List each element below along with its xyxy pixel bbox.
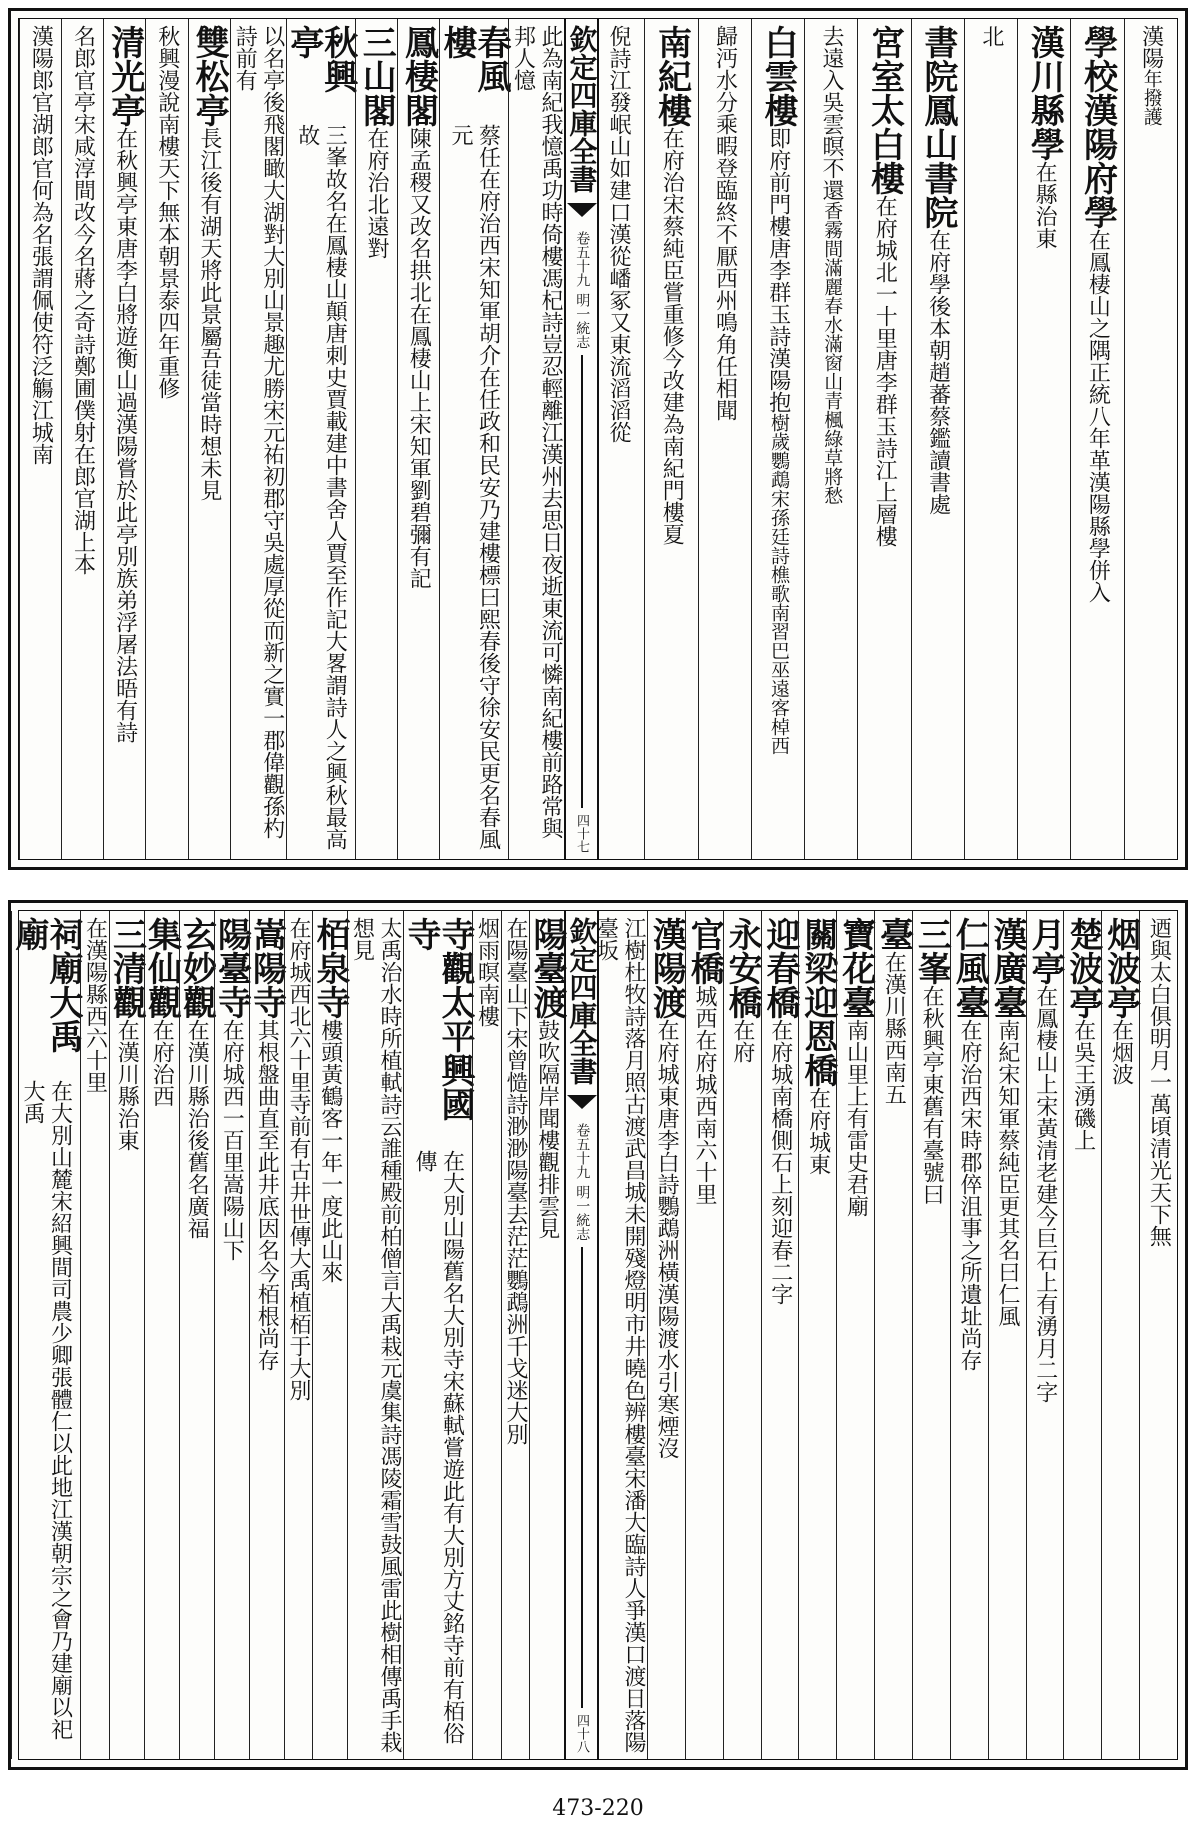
text-column [698,19,751,859]
column-text: 在漢陽縣西六十里 [82,917,108,1093]
entry-heading: 烟波亭 [1100,917,1141,1019]
bottom-book-name: 明一統志 [574,1185,591,1241]
text-column [246,911,287,1759]
entry-heading: 臺 [873,917,914,951]
text-column [964,19,1017,859]
entry-heading: 祠廟大禹廟 [9,917,83,1053]
entry-heading: 栢泉寺 [310,917,350,1019]
column-text: 太禹治水時所植軾詩云誰種殿前柏僧言大禹栽元虞集詩馮陵霜雪鼓風雷此樹相傳禹手栽想見 [349,917,402,1753]
column-text: 在府治西 [149,1019,175,1107]
bottom-right-text-block [592,911,1177,1759]
text-column [188,19,230,859]
column-text: 倪詩江發岷山如建口漢從嶓冢又東流滔滔從 [605,25,631,443]
column-text: 以名亭後飛閣瞰大湖對大別山景趣尤勝宋元祐初郡守吳處厚從而新之實一郡偉觀孫杓詩前有 [232,25,285,839]
entry-heading: 楚波亭 [1062,917,1103,1019]
top-gutter-line [581,355,583,808]
text-column [804,19,857,859]
column-text: 在吳王湧磯上 [1070,1019,1096,1151]
interlinear-note: 樹歲鸚鵡宋孫廷詩樵歌南習巴巫遠客棹西 [767,413,790,755]
entry-heading: 鳳棲閣 [398,25,439,127]
text-column [472,911,501,1759]
text-column [644,19,697,859]
text-column [9,911,83,1759]
bottom-folio-number: 四十八 [574,1714,589,1753]
interlinear-note: 香霧間滿麗春水滿窗山青楓綠草將愁 [821,201,844,505]
entry-heading: 官橋 [684,917,725,985]
column-text: 名郎官亭宋咸淳間改今名蔣之奇詩鄭圃僕射在郎官湖上本 [70,25,96,575]
column-text: 在府城西一百里嵩陽山下 [219,1019,245,1261]
entry-heading: 三峯 [911,917,952,985]
entry-heading: 三山閣 [356,25,397,127]
text-column [501,911,530,1759]
column-text: 漢陽 [1138,25,1164,69]
column-text: 歸沔水分乘暇登臨終不厭西州鳴角任相聞 [712,25,738,421]
column-text: 在縣治東 [1032,161,1058,249]
text-column [685,911,723,1759]
text-column [1070,19,1123,859]
bottom-left-text-block [9,911,567,1759]
column-text: 在秋興亭東唐李白將遊衡山過漢陽嘗於此亭別族弟浮屠法晤有詩 [112,127,138,743]
top-right-text-block [592,19,1177,859]
entry-heading: 寺觀太平興國寺 [401,917,475,1121]
text-column [950,911,988,1759]
bottom-page-frame [9,910,1178,1760]
column-text: 在鳳棲山之隅正統八年革漢陽縣學併入 [1085,229,1111,603]
column-text: 江樹杜牧詩落月照古渡武昌城未開殘燈明市井曉色辨樓臺宋潘大臨詩人爭漢口渡日落陽臺坂 [593,917,646,1753]
column-text: 漢陽郎官湖郎官何為名張謂佩使符泛觴江城南 [28,25,54,465]
text-column [211,911,252,1759]
top-center-gutter [564,19,599,859]
column-text: 南紀宋知軍蔡純臣更其名曰仁風 [994,1019,1020,1327]
column-text: 在府治宋蔡純臣嘗重修今改建為南紀門樓夏 [659,127,685,545]
text-column [1101,911,1139,1759]
entry-heading: 漢川縣學 [1024,25,1065,161]
text-column [61,19,103,859]
top-book-name: 明一統志 [574,293,591,349]
column-text: 在府 [729,1019,755,1063]
entry-heading: 關梁迎恩橋 [797,917,838,1087]
entry-heading: 春風樓 [437,25,511,93]
text-column [1017,19,1070,859]
column-text: 烟雨暝南樓 [474,917,500,1027]
text-column [397,19,439,859]
column-text: 秋興漫說南樓天下無本朝景泰四年重修 [154,25,180,399]
entry-heading: 陽臺寺 [211,917,252,1019]
text-column [284,911,313,1759]
entry-heading: 學校漢陽府學 [1077,25,1118,229]
entry-heading: 陽臺渡 [527,917,567,1019]
text-column [355,19,397,859]
column-text: 即府前門樓唐李群玉詩漢陽抱 [765,127,791,413]
text-column [103,19,145,859]
column-text: 在府城北一十里唐李群玉詩江上層樓 [872,195,898,547]
column-text: 鼓吹隔岸聞樓觀排雲見 [534,1019,560,1239]
entry-heading: 集仙觀 [141,917,182,1019]
column-text: 此為南紀我憶禹功時倚樓馮杞詩豈忍輕離江漢州去思日夜逝東流可憐南紀樓前路常與邦人憶 [510,25,563,839]
text-column [988,911,1026,1759]
text-column [145,19,187,859]
text-column [798,911,836,1759]
entry-heading: 雙松亭 [189,25,230,127]
column-text: 在大別山陽舊名大別寺宋蘇軾嘗遊此有大別方丈銘寺前有栢俗傳 [412,1149,465,1744]
column-text: 在漢川縣治後舊名廣福 [184,1019,210,1239]
text-column [836,911,874,1759]
text-column [874,911,912,1759]
text-column [310,911,350,1759]
column-text: 在秋興亭東舊有臺號曰 [919,985,945,1205]
text-column [80,911,109,1759]
text-column [401,911,475,1759]
entry-heading: 清光亭 [104,25,145,127]
text-column [141,911,182,1759]
column-text: 蔡任在府治西宋知軍胡介在任政和民安乃建樓標曰熙春後守徐安民更名春風元 [448,124,501,851]
column-text: 去遠入吳雲暝不還 [819,25,845,201]
entry-heading: 秋興亭 [283,25,358,93]
text-column [723,911,761,1759]
column-text: 長江後有湖天將此景屬吾徒當時想未見 [196,127,222,501]
column-text: 在府治北遠對 [364,127,390,259]
text-column [911,19,964,859]
entry-heading: 白雲樓 [758,25,799,127]
column-text: 在府學後本朝趙蕃蔡鑑讀書處 [925,229,951,515]
entry-heading: 永安橋 [722,917,763,1019]
text-column [592,911,647,1759]
text-column [508,19,564,859]
text-column [761,911,799,1759]
column-text: 在府城南橋側石上刻迎春二字 [767,1019,793,1305]
text-column [19,19,61,859]
column-text: 在府城東 [805,1087,831,1175]
column-text: 北 [978,25,1004,47]
entry-heading: 玄妙觀 [176,917,217,1019]
entry-heading: 月亭 [1025,917,1065,985]
top-page-half [8,8,1188,870]
top-page-frame [18,18,1178,860]
text-column [751,19,804,859]
entry-heading: 三清觀 [106,917,147,1019]
column-text: 在府城西北六十里寺前有古井世傳大禹植栢于大別 [286,917,311,1401]
bottom-page-half [8,900,1188,1770]
column-text: 三峯故名在鳳棲山顛唐刺史賈載建中書舍人賈至作記大畧謂詩人之興秋最高故 [294,124,348,851]
column-text: 在府城東唐李白詩鸚鵡洲橫漢陽渡水引寒煙沒 [654,1019,680,1459]
text-column [437,19,511,859]
text-column [230,19,286,859]
column-text: 在烟波 [1108,1019,1134,1085]
text-column [1063,911,1101,1759]
entry-heading: 書院鳳山書院 [917,25,958,229]
entry-heading: 宮室太白樓 [864,25,905,195]
bottom-center-gutter [564,911,599,1759]
text-column [592,19,644,859]
text-column [347,911,403,1759]
column-text: 在府治西宋時郡倅沮事之所遺址尚存 [957,1019,983,1371]
entry-heading: 寶花臺 [835,917,876,1019]
column-text: 迺與太白俱明月一萬頃清光天下無 [1146,917,1172,1247]
column-text: 樓頭黃鶴客一年一度此山來 [317,1019,343,1283]
text-column [912,911,950,1759]
top-book-title: 欽定四庫全書 [565,25,599,193]
top-folio-number: 四十七 [574,814,589,853]
column-text: 在大別山麓宋紹興間司農少卿張體仁以此地江漢朝宗之會乃建廟以祀大禹 [20,1079,73,1740]
column-text: 城西在府城西南六十里 [692,985,718,1205]
text-column [106,911,147,1759]
column-text: 在鳳棲山上宋黃清老建今巨石上有湧月二字 [1032,985,1058,1403]
text-column [283,19,358,859]
page-number: 473-220 [552,1796,644,1821]
column-text: 在漢川縣治東 [114,1019,140,1151]
column-text: 南山里上有雷史君廟 [843,1019,869,1217]
text-column [1026,911,1064,1759]
entry-heading: 南紀樓 [651,25,692,127]
interlinear-note: 年撥護 [1140,69,1163,126]
entry-heading: 仁風臺 [949,917,990,1019]
column-text: 在漢川縣西南五 [881,951,907,1105]
column-text: 陳孟稷又改名拱北在鳳棲山上宋知軍劉碧彌有記 [406,127,432,589]
text-column [1139,911,1177,1759]
entry-heading: 嵩陽寺 [246,917,287,1019]
top-left-text-block [19,19,564,859]
text-column [176,911,217,1759]
column-text: 在陽臺山下宋曾慥詩渺渺陽臺去茫茫鸚鵡洲千戈迷大別 [503,917,528,1445]
text-column [857,19,910,859]
text-column [527,911,567,1759]
bottom-juan-label: 卷五十九 [574,1123,591,1179]
entry-heading: 漢陽渡 [646,917,687,1019]
bottom-gutter-line [581,1247,583,1708]
column-text: 其根盤曲直至此井底因名今栢根尚存 [254,1019,280,1371]
bottom-fish-tail-mark [567,1095,597,1109]
text-column [1124,19,1177,859]
entry-heading: 漢廣臺 [987,917,1028,1019]
bottom-book-title: 欽定四庫全書 [565,917,599,1085]
text-column [647,911,685,1759]
entry-heading: 迎春橋 [759,917,800,1019]
top-juan-label: 卷五十九 [574,231,591,287]
top-fish-tail-mark [567,203,597,217]
